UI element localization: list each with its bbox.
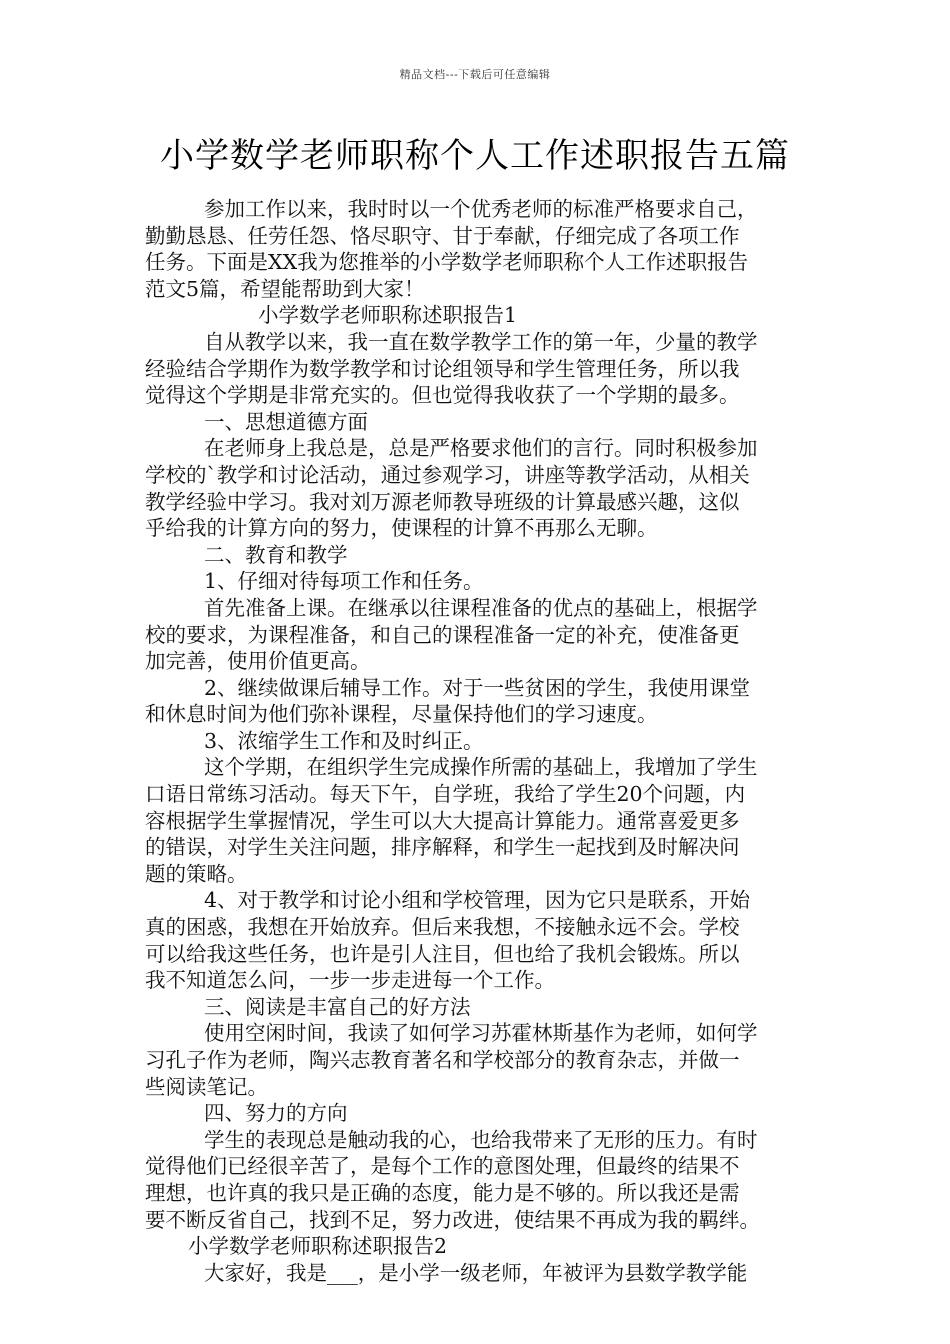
body-text-line: 二、教育和教学 — [204, 542, 348, 567]
body-text-line: 和休息时间为他们弥补课程，尽量保持他们的学习速度。 — [145, 702, 658, 727]
body-text-line: 任务。下面是XX我为您推举的小学数学老师职称个人工作述职报告 — [145, 250, 749, 275]
body-text-line: 一、思想道德方面 — [204, 409, 368, 434]
body-text-line: 勤勤恳恳、任劳任怨、恪尽职守、甘于奉献，仔细完成了各项工作 — [145, 223, 740, 248]
body-text-line: 四、努力的方向 — [204, 1101, 348, 1126]
page-header-note: 精品文档---下载后可任意编辑 — [399, 68, 551, 81]
body-text-line: 乎给我的计算方向的努力，使课程的计算不再那么无聊。 — [145, 516, 658, 541]
body-text-line: 这个学期，在组织学生完成操作所需的基础上，我增加了学生 — [204, 755, 758, 780]
body-text-line: 大家好，我是___，是小学一级老师，年被评为县数学教学能 — [204, 1260, 748, 1285]
body-text-line: 要不断反省自己，找到不足，努力改进，使结果不再成为我的羁绊。 — [145, 1207, 760, 1232]
body-text-line: 口语日常练习活动。每天下午，自学班，我给了学生20个问题，内 — [145, 782, 746, 807]
body-text-line: 可以给我这些任务，也许是引人注目，但也给了我机会锻炼。所以 — [145, 941, 740, 966]
body-text-line: 真的困惑，我想在开始放弃。但后来我想，不接触永远不会。学校 — [145, 915, 740, 940]
body-text-line: 2、继续做课后辅导工作。对于一些贫困的学生，我使用课堂 — [204, 675, 751, 700]
document-body — [145, 196, 810, 1286]
body-text-line: 自从教学以来，我一直在数学教学工作的第一年，少量的教学 — [204, 329, 758, 354]
body-text-line: 觉得他们已经很辛苦了，是每个工作的意图处理，但最终的结果不 — [145, 1154, 740, 1179]
body-text-line: 我不知道怎么问，一步一步走进每一个工作。 — [145, 968, 555, 993]
body-text-line: 三、阅读是丰富自己的好方法 — [204, 994, 471, 1019]
body-text-line: 题的策略。 — [145, 861, 248, 886]
document-title: 小学数学老师职称个人工作述职报告五篇 — [160, 136, 790, 176]
body-text-line: 经验结合学期作为数学教学和讨论组领导和学生管理任务，所以我 — [145, 356, 740, 381]
body-text-line: 些阅读笔记。 — [145, 1074, 268, 1099]
body-text-line: 觉得这个学期是非常充实的。但也觉得我收获了一个学期的最多。 — [145, 383, 740, 408]
body-text-line: 容根据学生掌握情况，学生可以大大提高计算能力。通常喜爱更多 — [145, 808, 740, 833]
body-text-line: 在老师身上我总是，总是严格要求他们的言行。同时积极参加 — [204, 436, 758, 461]
body-text-line: 小学数学老师职称述职报告2 — [188, 1234, 448, 1259]
body-text-line: 学生的表现总是触动我的心，也给我带来了无形的压力。有时 — [204, 1127, 758, 1152]
body-text-line: 加完善，使用价值更高。 — [145, 649, 371, 674]
body-text-line: 学校的`教学和讨论活动，通过参观学习，讲座等教学活动，从相关 — [145, 462, 750, 487]
body-text-line: 习孔子作为老师，陶兴志教育著名和学校部分的教育杂志，并做一 — [145, 1048, 740, 1072]
body-text-line: 参加工作以来，我时时以一个优秀老师的标准严格要求自己， — [204, 197, 758, 221]
body-text-line: 4、对于教学和讨论小组和学校管理，因为它只是联系，开始 — [204, 888, 751, 913]
body-text-line: 小学数学老师职称述职报告1 — [258, 303, 518, 328]
body-text-line: 理想，也许真的我只是正确的态度，能力是不够的。所以我还是需 — [145, 1180, 740, 1205]
body-text-line: 教学经验中学习。我对刘万源老师教导班级的计算最感兴趣，这似 — [145, 489, 740, 514]
body-text-line: 的错误，对学生关注问题，排序解释，和学生一起找到及时解决问 — [145, 835, 740, 860]
body-text-line: 范文5篇，希望能帮助到大家！ — [145, 276, 425, 301]
body-text-line: 使用空闲时间，我读了如何学习苏霍林斯基作为老师，如何学 — [204, 1021, 758, 1046]
body-text-line: 3、浓缩学生工作和及时纠正。 — [204, 728, 484, 753]
body-text-line: 校的要求，为课程准备，和自己的课程准备一定的补充，使准备更 — [145, 622, 740, 647]
body-text-line: 1、仔细对待每项工作和任务。 — [204, 569, 484, 594]
body-text-line: 首先准备上课。在继承以往课程准备的优点的基础上，根据学 — [204, 595, 758, 620]
